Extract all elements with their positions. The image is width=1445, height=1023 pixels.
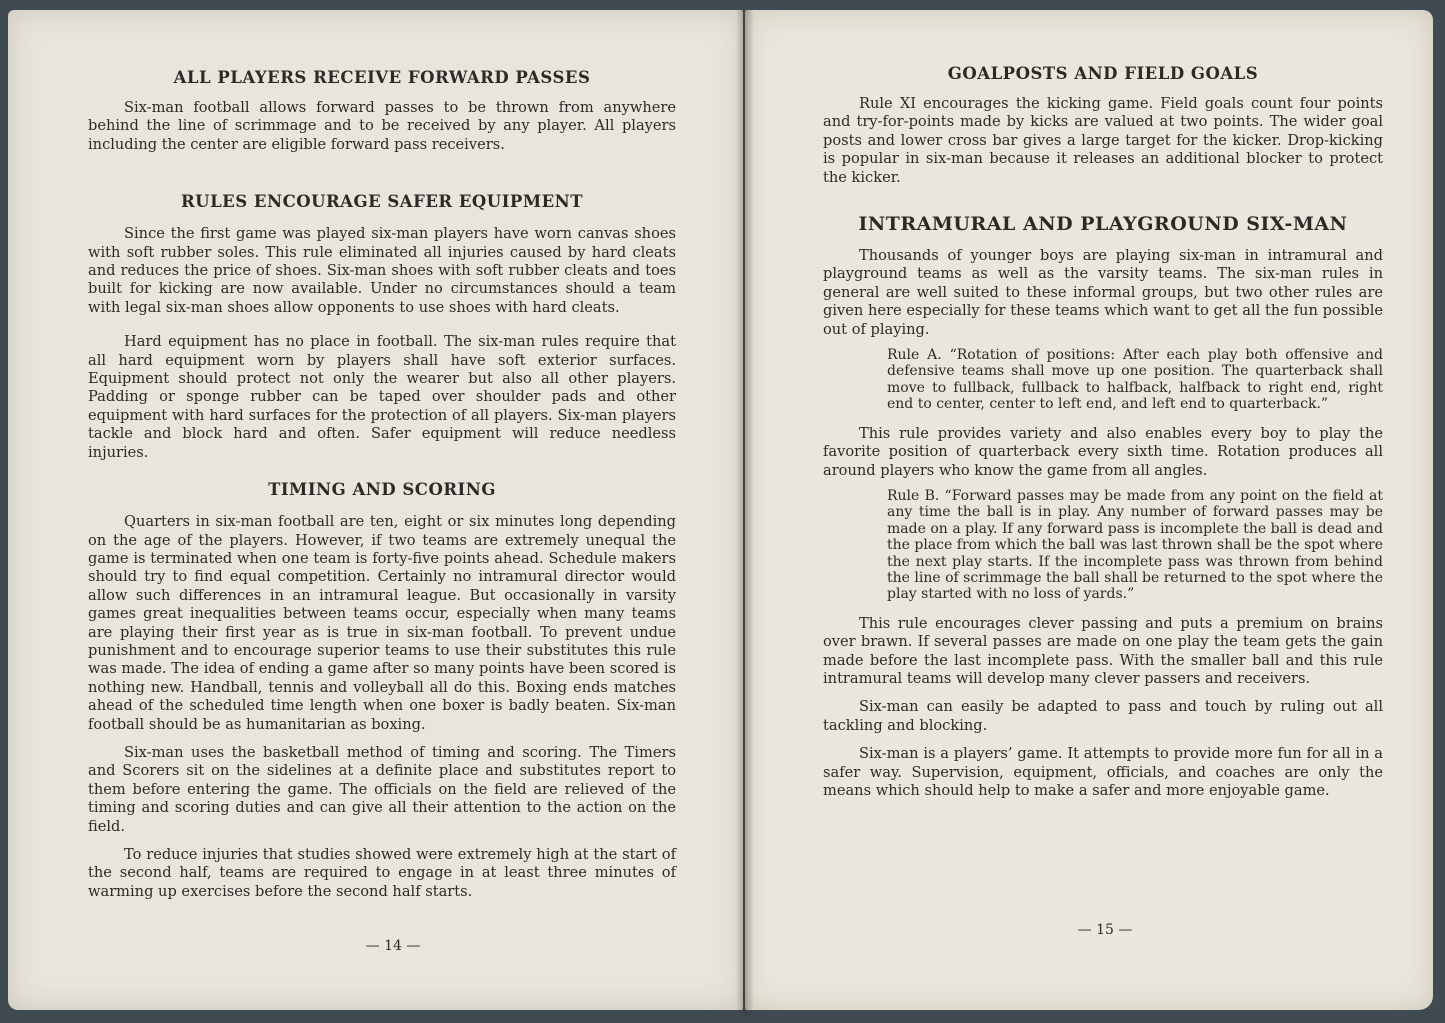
paragraph-pass-and-touch: Six-man can easily be adapted to pass and touch by ruling out all tackling and blocking. (823, 698, 1383, 734)
paragraph-canvas-shoes: Since the first game was played six-man players have worn canvas shoes with soft rubber soles. This rule eliminated all injuries caused by hard cleats and reduces the price of shoes. Six-man shoes with soft rubber cleats and toes built for kicking are now available. Under no circumstances should a team with legal six-man shoes allow opponents to use shoes with hard cleats. (88, 225, 676, 316)
heading-timing-scoring: TIMING AND SCORING (268, 480, 496, 500)
heading-goalposts: GOALPOSTS AND FIELD GOALS (947, 64, 1259, 83)
left-page-column (88, 68, 676, 901)
booklet-spread (8, 10, 1432, 1016)
right-page-column (823, 64, 1383, 800)
page-number-14: — 14 — (365, 938, 421, 954)
heading-intramural: INTRAMURAL AND PLAYGROUND SIX-MAN (858, 213, 1348, 236)
paragraph-clever-passing: This rule encourages clever passing and puts a premium on brains over brawn. If several passes are made on one play the team gets the gain made before the last incomplete pass. With the smaller ball and this rule intramural teams will develop many clever passers and receivers. (823, 614, 1383, 687)
paragraph-forward-passes: Six-man football allows forward passes to be thrown from anywhere behind the line of scrimmage and to be received by any player. All players including the center are eligible forward pass receivers. (88, 99, 676, 153)
paragraph-basketball-method: Six-man uses the basketball method of timing and scoring. The Timers and Scorers sit on the sidelines at a definite place and substitutes report to them before entering the game. The officials on the field are relieved of the timing and scoring duties and can give all their attention to the action on the field. (88, 743, 676, 835)
paragraph-younger-boys: Thousands of younger boys are playing six-man in intramural and playground teams as well as the varsity teams. The six-man rules in general are well suited to these informal groups, but two other rules are given here especially for these teams which want to get all the fun possible out of playing. (823, 247, 1383, 338)
right-page (745, 10, 1433, 1010)
book-gutter (736, 10, 754, 1016)
rule-a-quote: Rule A. “Rotation of positions: After each play both offensive and defensive teams shall move up one position. The quarterback shall move to fullback, fullback to halfback, halfback to right end, right end to center, center to left end, and left end to quarterback.” (887, 347, 1383, 413)
heading-safer-equipment: RULES ENCOURAGE SAFER EQUIPMENT (180, 192, 584, 212)
paragraph-rule-xi: Rule XI encourages the kicking game. Field goals count four points and try-for-points made by kicks are valued at two points. The wider goal posts and lower cross bar gives a large target for the kicker. Drop-kicking is popular in six-man because it releases an additional blocker to protect the kicker. (823, 95, 1383, 186)
left-page (8, 10, 743, 1010)
paragraph-players-game: Six-man is a players’ game. It attempts to provide more fun for all in a safer way. Supervision, equipment, officials, and coaches are only the means which should help to make a safer and more enjoyable game. (823, 745, 1383, 799)
paragraph-hard-equipment: Hard equipment has no place in football. The six-man rules require that all hard equipment worn by players shall have soft exterior surfaces. Equipment should protect not only the wearer but also all other players. Padding or sponge rubber can be taped over shoulder pads and other equipment with hard surfaces for the protection of all players. Six-man players tackle and block hard and often. Safer equipment will reduce needless injuries. (88, 333, 676, 461)
rule-b-quote: Rule B. “Forward passes may be made from any point on the field at any time the ball is in play. Any number of forward passes may be made on a play. If any forward pass is incomplete the ball is dead and the place from which the ball was last thrown shall be the spot where the next play starts. If the incomplete pass was thrown from behind the line of scrimmage the ball shall be returned to the spot where the play started with no loss of yards.” (887, 487, 1383, 603)
heading-forward-passes: ALL PLAYERS RECEIVE FORWARD PASSES (173, 68, 591, 87)
paragraph-variety: This rule provides variety and also enables every boy to play the favorite position of quarterback every sixth time. Rotation produces all around players who know the game from all angles. (823, 424, 1383, 479)
page-number-15: — 15 — (1077, 922, 1133, 938)
paragraph-warming-up: To reduce injuries that studies showed were extremely high at the start of the second half, teams are required to engage in at least three minutes of warming up exercises before the second half starts. (88, 846, 676, 900)
paragraph-quarters: Quarters in six-man football are ten, eight or six minutes long depending on the age of the players. However, if two teams are extremely unequal the game is terminated when one team is forty-five points ahead. Schedule makers should try to find equal competition. Certainly no intramural director would allow such differences in an intramural league. But occasionally in varsity games great inequalities between teams occur, especially when many teams are playing their first year as is true in six-man football. To prevent undue punishment and to encourage superior teams to use their substitutes this rule was made. The idea of ending a game after so many points have been scored is nothing new. Handball, tennis and volleyball all do this. Boxing ends matches ahead of the scheduled time length when one boxer is badly beaten. Six-man football should be as humanitarian as boxing. (88, 513, 676, 733)
